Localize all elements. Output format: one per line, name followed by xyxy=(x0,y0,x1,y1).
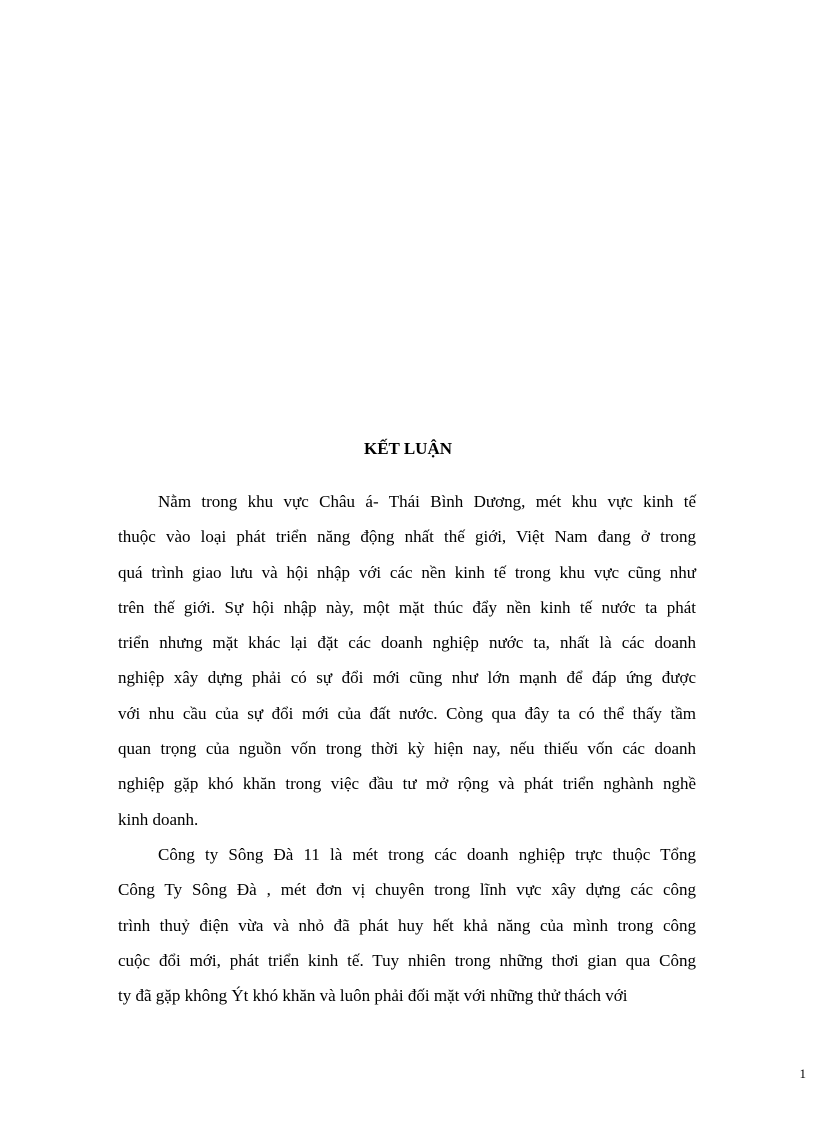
paragraph-line: cuộc đổi mới, phát triển kinh tế. Tuy nhiên trong những thơi gian qua Công xyxy=(118,950,696,970)
paragraph-line: Công ty Sông Đà 11 là mét trong các doanh nghiệp trực thuộc Tổng xyxy=(158,844,696,864)
paragraph-line: Nằm trong khu vực Châu á- Thái Bình Dương, mét khu vực kinh tế xyxy=(158,492,696,511)
paragraph-line: triển nhưng mặt khác lại đặt các doanh nghiệp nước ta, nhất là các doanh xyxy=(118,633,696,653)
paragraph-1 xyxy=(118,484,696,837)
body-text xyxy=(118,484,696,1013)
paragraph-line: ty đã gặp không Ýt khó khăn và luôn phải đối mặt với những thử thách với xyxy=(118,986,628,1006)
page-title: KẾT LUẬN xyxy=(363,439,452,458)
paragraph-line: nghiệp gặp khó khăn trong việc đầu tư mở rộng và phát triển nghành nghề xyxy=(118,774,696,794)
paragraph-line: Công Ty Sông Đà , mét đơn vị chuyên trong lĩnh vực xây dựng các công xyxy=(118,880,696,900)
paragraph-line: quá trình giao lưu và hội nhập với các nền kinh tế trong khu vực cũng như xyxy=(118,562,696,582)
page-number: 1 xyxy=(799,1066,806,1081)
paragraph-line: nghiệp xây dựng phải có sự đổi mới cũng như lớn mạnh để đáp ứng được xyxy=(118,668,696,688)
paragraph-line: thuộc vào loại phát triển năng động nhất thế giới, Việt Nam đang ở trong xyxy=(118,527,696,547)
paragraph-line: với nhu cầu của sự đổi mới của đất nước. Còng qua đây ta có thể thấy tầm xyxy=(118,703,696,723)
paragraph-line: trên thế giới. Sự hội nhập này, một mặt thúc đẩy nền kinh tế nước ta phát xyxy=(118,597,696,617)
paragraph-2 xyxy=(118,837,696,1013)
paragraph-line: kinh doanh. xyxy=(118,809,199,829)
paragraph-line: trình thuỷ điện vừa và nhỏ đã phát huy hết khả năng của mình trong công xyxy=(118,915,696,935)
paragraph-line: quan trọng của nguồn vốn trong thời kỳ hiện nay, nếu thiếu vốn các doanh xyxy=(118,739,696,759)
